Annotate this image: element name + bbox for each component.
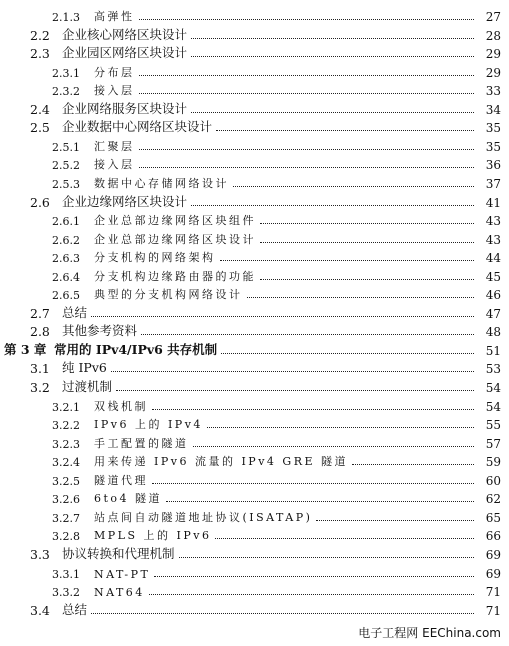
toc-chapter	[0, 340, 509, 358]
toc-leader-dots	[191, 38, 474, 39]
toc-page-number: 71	[485, 603, 501, 618]
toc-title: 过渡机制	[62, 379, 113, 394]
toc-entry	[0, 581, 509, 599]
toc-leader-dots	[139, 167, 475, 168]
toc-entry	[0, 173, 509, 191]
toc-page-number: 27	[485, 10, 501, 24]
toc-leader-dots	[141, 334, 474, 335]
toc-leader-dots	[116, 390, 474, 391]
toc-page-number: 46	[485, 288, 501, 303]
toc-leader-dots	[260, 223, 474, 224]
toc-number: 2.8	[30, 324, 50, 340]
toc-entry	[0, 136, 509, 154]
toc-page-number: 48	[485, 325, 501, 340]
watermark-text: 电子工程网 EEChina.com	[358, 626, 501, 640]
toc-number: 2.5	[30, 120, 50, 136]
toc-number: 3.2.6	[52, 493, 80, 507]
toc-title: 纯 IPv6	[62, 360, 107, 376]
toc-number: 3.4	[30, 602, 50, 618]
toc-title: 总结	[62, 304, 88, 320]
toc-number: 3.2.2	[52, 419, 80, 433]
toc-number: 3.2.7	[52, 511, 80, 525]
toc-entry	[0, 525, 509, 543]
toc-number: 2.6.1	[52, 215, 80, 229]
toc-page-number: 53	[485, 362, 501, 377]
toc-page-number: 54	[485, 399, 501, 414]
toc-page-number: 69	[485, 547, 501, 562]
toc-title: 分支机构边缘路由器的功能	[94, 269, 256, 283]
toc-entry	[0, 62, 509, 80]
toc-entry	[0, 25, 509, 43]
toc-page-number: 35	[485, 139, 501, 154]
toc-number: 3.3.2	[52, 586, 80, 600]
toc-leader-dots	[260, 242, 474, 243]
toc-number: 3.2.1	[52, 400, 80, 414]
toc-leader-dots	[91, 316, 474, 317]
toc-page-number: 43	[485, 214, 501, 229]
toc-leader-dots	[139, 19, 475, 20]
toc-number: 3.3	[30, 546, 50, 562]
toc-leader-dots	[111, 371, 474, 372]
toc-leader-dots	[139, 93, 475, 94]
toc-leader-dots	[154, 576, 474, 577]
toc-page-number: 55	[485, 418, 501, 433]
toc-entry	[0, 210, 509, 228]
toc-page-number: 59	[485, 455, 501, 470]
toc-leader-dots	[193, 446, 475, 447]
toc-page-number: 45	[485, 269, 501, 284]
toc-leader-dots	[91, 613, 474, 614]
toc-leader-dots	[191, 205, 474, 206]
toc-number: 3.1	[30, 361, 50, 377]
toc-leader-dots	[247, 297, 475, 298]
toc-title: 隧道代理	[94, 473, 148, 487]
toc-entry	[0, 266, 509, 284]
toc-leader-dots	[220, 260, 475, 261]
toc-number: 3.2.4	[52, 456, 80, 470]
toc-leader-dots	[233, 186, 474, 187]
toc-entry	[0, 544, 509, 562]
toc-number: 2.1.3	[52, 11, 80, 24]
toc-page-number: 33	[485, 84, 501, 99]
toc-title: 总结	[62, 601, 88, 617]
toc-number: 2.3	[30, 46, 50, 62]
toc-entry	[0, 451, 509, 469]
toc-title: IPv6 上的 IPv4	[94, 418, 203, 432]
toc-entry	[0, 396, 509, 414]
toc-title: 用来传递 IPv6 流量的 IPv4 GRE 隧道	[94, 455, 349, 469]
toc-number: 2.5.1	[52, 140, 80, 154]
toc-number: 第 3 章	[4, 341, 47, 357]
toc-entry	[0, 154, 509, 172]
toc-leader-dots	[207, 427, 474, 428]
toc-page-number: 41	[485, 195, 501, 210]
toc-page-number: 69	[485, 566, 501, 581]
toc-entry	[0, 284, 509, 302]
toc-title: 站点间自动隧道地址协议(ISATAP)	[94, 510, 313, 524]
toc-entry	[0, 600, 509, 618]
toc-number: 2.5.2	[52, 159, 80, 173]
toc-title: 企业网络服务区块设计	[62, 100, 188, 116]
toc-title: 分支机构的网络架构	[94, 251, 216, 265]
toc-page-number: 60	[485, 473, 501, 488]
toc-leader-dots	[215, 538, 474, 539]
toc-number: 3.2.8	[52, 530, 80, 544]
toc-page-number: 28	[485, 28, 501, 43]
toc-title: 汇聚层	[94, 139, 135, 153]
toc-number: 2.6.3	[52, 252, 80, 266]
toc-number: 2.6	[30, 194, 50, 210]
toc-page-number: 34	[485, 102, 501, 117]
toc-title: 高弹性	[94, 10, 135, 23]
toc-entry	[0, 377, 509, 395]
toc-page-number: 29	[485, 65, 501, 80]
toc-number: 2.6.2	[52, 233, 80, 247]
toc-page-number: 29	[485, 47, 501, 62]
toc-title: 数据中心存储网络设计	[94, 176, 229, 190]
toc-entry	[0, 247, 509, 265]
toc-leader-dots	[260, 279, 474, 280]
toc-leader-dots	[139, 149, 475, 150]
toc-number: 3.3.1	[52, 567, 80, 581]
toc-page-number: 44	[485, 251, 501, 266]
toc-entry	[0, 99, 509, 117]
toc-title: 企业数据中心网络区块设计	[62, 119, 213, 135]
toc-title: 协议转换和代理机制	[62, 545, 175, 561]
toc-number: 2.3.2	[52, 85, 80, 99]
toc-page-number: 71	[485, 585, 501, 600]
toc-leader-dots	[139, 75, 475, 76]
toc-number: 2.6.4	[52, 270, 80, 284]
toc-title: 其他参考资料	[62, 323, 138, 339]
toc-leader-dots	[191, 56, 474, 57]
toc-leader-dots	[221, 353, 474, 354]
toc-number: 3.2.5	[52, 474, 80, 488]
toc-number: 2.2	[30, 27, 50, 43]
toc-number: 3.2	[30, 380, 50, 395]
toc-title: 企业总部边缘网络区块组件	[94, 214, 256, 228]
toc-entry	[0, 192, 509, 210]
toc-title: NAT-PT	[94, 567, 151, 581]
toc-page-number: 43	[485, 232, 501, 247]
toc-leader-dots	[352, 464, 474, 465]
toc-number: 2.4	[30, 101, 50, 117]
toc-page-number: 51	[485, 343, 501, 358]
toc-entry	[0, 433, 509, 451]
toc-leader-dots	[166, 501, 474, 502]
toc-number: 3.2.3	[52, 437, 80, 451]
toc-entry	[0, 117, 509, 135]
toc-page-number: 47	[485, 306, 501, 321]
toc-page-number: 37	[485, 176, 501, 191]
toc-page-number: 35	[485, 121, 501, 136]
toc-title: 双栈机制	[94, 399, 148, 413]
toc-leader-dots	[152, 409, 474, 410]
toc-title: 常用的 IPv4/IPv6 共存机制	[54, 341, 218, 357]
toc-entry	[0, 6, 509, 24]
toc-entry	[0, 303, 509, 321]
toc-entry	[0, 507, 509, 525]
toc-title: 接入层	[94, 84, 135, 98]
toc-entry	[0, 563, 509, 581]
toc-entry	[0, 43, 509, 61]
toc-page-number: 62	[485, 492, 501, 507]
toc-page-number: 57	[485, 436, 501, 451]
toc-title: 手工配置的隧道	[94, 436, 189, 450]
toc-title: 接入层	[94, 158, 135, 172]
toc-number: 2.5.3	[52, 177, 80, 191]
toc-entry	[0, 488, 509, 506]
toc-number: 2.6.5	[52, 289, 80, 303]
toc-leader-dots	[149, 594, 474, 595]
toc-leader-dots	[179, 557, 474, 558]
toc-entry	[0, 470, 509, 488]
toc-leader-dots	[191, 112, 474, 113]
toc-title: 企业边缘网络区块设计	[62, 193, 188, 209]
toc-title: NAT64	[94, 586, 145, 600]
toc-entry	[0, 80, 509, 98]
toc-title: MPLS 上的 IPv6	[94, 529, 212, 543]
toc-entry	[0, 414, 509, 432]
toc-page-number: 54	[485, 381, 501, 395]
toc-title: 企业总部边缘网络区块设计	[94, 232, 256, 246]
toc-entry	[0, 229, 509, 247]
toc-title: 企业核心网络区块设计	[62, 26, 188, 42]
toc-page-number: 65	[485, 510, 501, 525]
toc-number: 2.3.1	[52, 66, 80, 80]
toc-title: 6to4 隧道	[94, 492, 163, 506]
toc-entry	[0, 358, 509, 376]
toc-leader-dots	[152, 483, 474, 484]
toc-entry	[0, 321, 509, 339]
toc-title: 分布层	[94, 65, 135, 79]
toc-title: 典型的分支机构网络设计	[94, 288, 243, 302]
toc-page-number: 36	[485, 158, 501, 173]
toc-number: 2.7	[30, 305, 50, 321]
toc-leader-dots	[316, 520, 474, 521]
toc-title: 企业园区网络区块设计	[62, 45, 188, 61]
toc-page-number: 66	[485, 529, 501, 544]
toc-leader-dots	[216, 130, 474, 131]
